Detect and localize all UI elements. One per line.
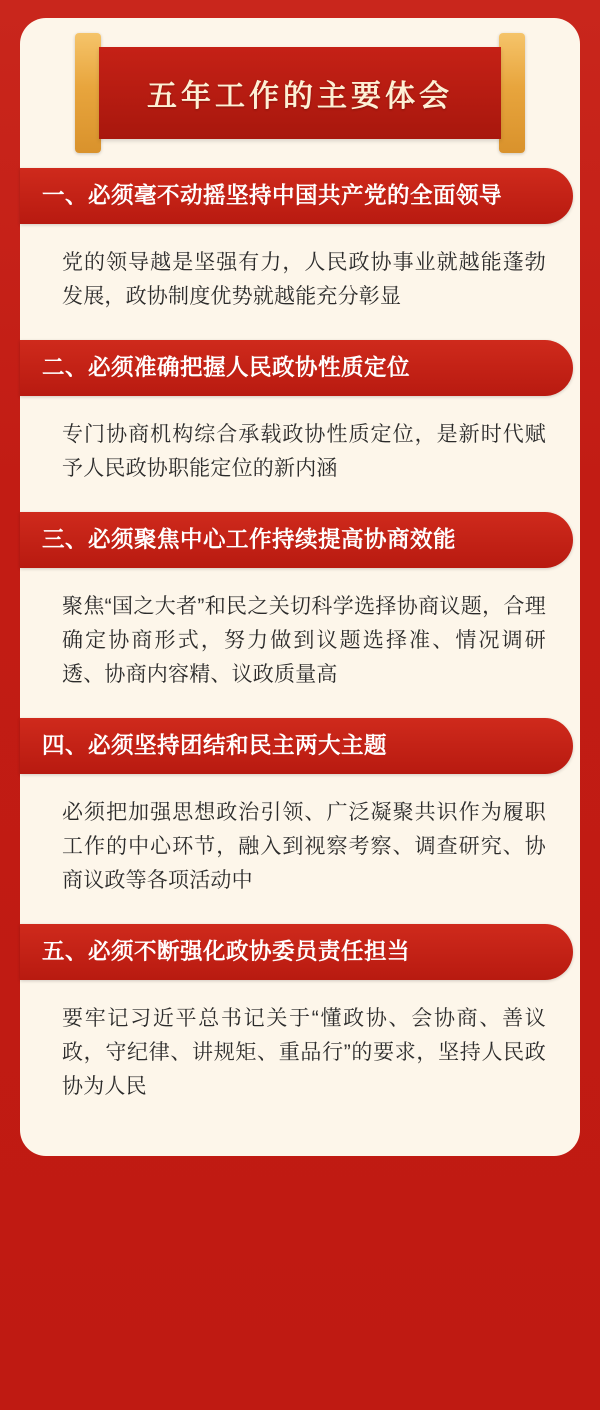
section-heading-3 bbox=[20, 512, 573, 568]
section-heading-text: 一、必须毫不动摇坚持中国共产党的全面领导 bbox=[42, 182, 503, 208]
section-body-text: 要牢记习近平总书记关于“懂政协、会协商、善议政，守纪律、讲规矩、重品行”的要求，坚持人民政协为人民 bbox=[62, 1007, 546, 1099]
section-heading-text: 三、必须聚焦中心工作持续提高协商效能 bbox=[42, 527, 457, 552]
section-heading-2 bbox=[20, 340, 573, 396]
section-body-text: 党的领导越是坚强有力，人民政协事业就越能蓬勃发展，政协制度优势就越能充分彰显 bbox=[62, 251, 546, 309]
section-item bbox=[20, 340, 580, 512]
section-body-text: 专门协商机构综合承载政协性质定位，是新时代赋予人民政协职能定位的新内涵 bbox=[62, 423, 546, 481]
section-body-1 bbox=[20, 224, 580, 340]
section-body-4 bbox=[20, 774, 580, 924]
section-item bbox=[20, 924, 580, 1130]
section-heading-5 bbox=[20, 924, 573, 980]
section-item bbox=[20, 718, 580, 924]
section-heading-text: 二、必须准确把握人民政协性质定位 bbox=[42, 354, 411, 380]
banner-ribbon bbox=[99, 47, 501, 139]
poster-body bbox=[20, 168, 580, 1156]
section-heading-text: 五、必须不断强化政协委员责任担当 bbox=[42, 939, 411, 965]
section-item bbox=[20, 512, 580, 718]
section-body-text: 必须把加强思想政治引领、广泛凝聚共识作为履职工作的中心环节，融入到视察考察、调查研究、协商议政等各项活动中 bbox=[62, 801, 546, 893]
section-body-2 bbox=[20, 396, 580, 512]
section-body-5 bbox=[20, 980, 580, 1130]
title-banner bbox=[75, 47, 525, 139]
poster-inner-frame bbox=[14, 18, 586, 1394]
banner-scroll-end-right-icon bbox=[499, 33, 525, 153]
section-heading-1 bbox=[20, 168, 573, 224]
page-title: 五年工作的主要体会 bbox=[147, 80, 453, 113]
section-body-text: 聚焦“国之大者”和民之关切科学选择协商议题，合理确定协商形式，努力做到议题选择准、情况调研透、协商内容精、议政质量高 bbox=[62, 595, 546, 687]
section-item bbox=[20, 168, 580, 340]
banner-scroll-end-left-icon bbox=[75, 33, 101, 153]
section-body-3 bbox=[20, 568, 580, 718]
section-heading-4 bbox=[20, 718, 573, 774]
poster-header bbox=[20, 18, 580, 168]
section-heading-text: 四、必须坚持团结和民主两大主题 bbox=[42, 733, 388, 759]
